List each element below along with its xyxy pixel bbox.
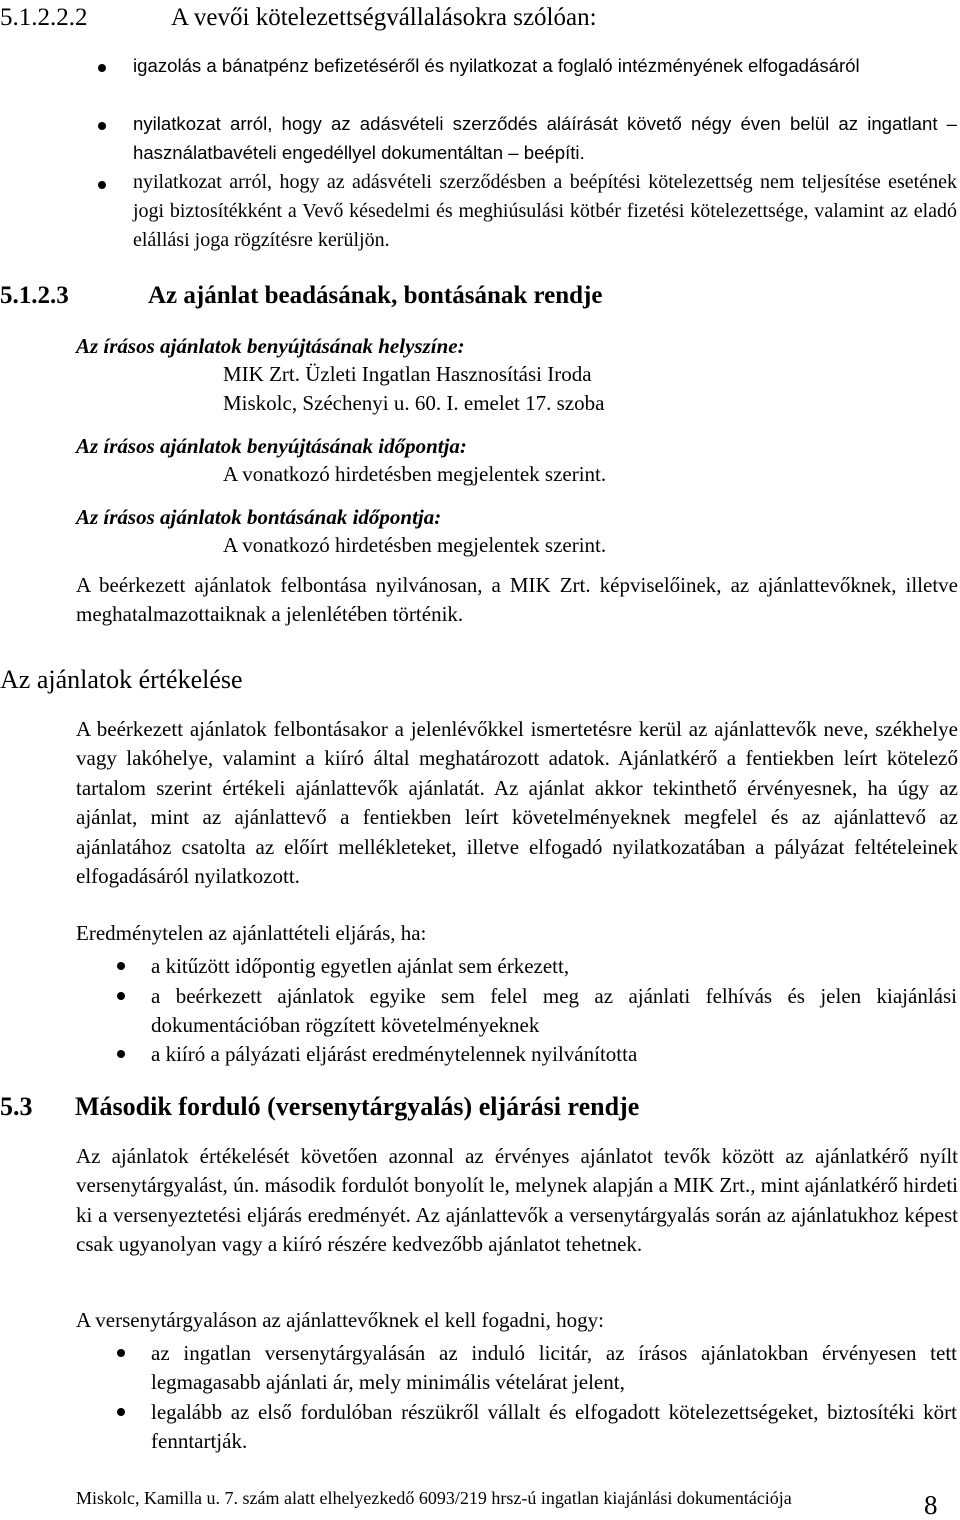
section-heading-5-3 xyxy=(0,1090,639,1124)
list-item: az ingatlan versenytárgyalásán az induló licitár, az írásos ajánlatokban érvényesen tett legmagasabb ajánlati ár, mely minimális vételárat jelent, xyxy=(151,1341,957,1395)
unsuccessful-intro: Eredménytelen az ajánlattételi eljárás, ha: xyxy=(76,921,427,945)
bullet-icon xyxy=(98,64,106,72)
submit-time-value: A vonatkozó hirdetésben megjelentek szerint. xyxy=(223,462,607,486)
place-label: Az írásos ajánlatok benyújtásának helyszíne: xyxy=(76,334,465,358)
section-number: 5.1.2.3 xyxy=(0,282,69,309)
list-item: nyilatkozat arról, hogy az adásvételi szerződésben a beépítési kötelezettség nem teljesítése esetének jogi biztosítékként a Vevő késedelmi és meghiúsulási kötbér fizetési kötelezettsége, valamint az eladó elállási joga rögzítésre kerüljön. xyxy=(133,171,957,251)
second-round-paragraph: Az ajánlatok értékelését követően azonnal az érvényes ajánlatot tevők között az ajánlatkérő nyílt versenytárgyalást, ún. második fordulót bonyolít le, melynek alapján a MIK Zrt., mint ajánlatkérő hirdeti ki a versenyeztetési eljárás eredményét. Az ajánlattevők a versenytárgyalás során az ajánlatukhoz képest csak ugyanolyan vagy a kiíró részére kedvezőbb ajánlatot tehetnek. xyxy=(76,1144,958,1257)
page-footer: Miskolc, Kamilla u. 7. szám alatt elhelyezkedő 6093/219 hrsz-ú ingatlan kiajánlási dokumentációja xyxy=(76,1488,792,1508)
section-number: 5.3 xyxy=(0,1092,33,1121)
page-number: 8 xyxy=(924,1490,938,1520)
submit-time-label: Az írásos ajánlatok benyújtásának időpontja: xyxy=(76,434,467,458)
bullet-icon xyxy=(98,122,106,130)
section-number: 5.1.2.2.2 xyxy=(0,4,88,31)
section-title: Az ajánlat beadásának, bontásának rendje xyxy=(148,282,603,309)
open-time-label: Az írásos ajánlatok bontásának időpontja: xyxy=(76,505,442,529)
section-title: Második forduló (versenytárgyalás) eljárási rendje xyxy=(75,1092,640,1121)
bullet-icon xyxy=(117,1408,125,1416)
evaluation-heading: Az ajánlatok értékelése xyxy=(0,665,243,694)
open-time-value: A vonatkozó hirdetésben megjelentek szerint. xyxy=(223,533,607,557)
section-heading-5-1-2-3 xyxy=(0,280,602,312)
public-opening-note: A beérkezett ajánlatok felbontása nyilvánosan, a MIK Zrt. képviselőinek, az ajánlattevőknek, illetve meghatalmazottaiknak a jelenlétében történik. xyxy=(76,573,958,627)
place-line-2: Miskolc, Széchenyi u. 60. I. emelet 17. szoba xyxy=(223,391,605,415)
section-heading-5-1-2-2-2 xyxy=(0,2,597,34)
bullet-icon xyxy=(117,1349,125,1357)
list-item: nyilatkozat arról, hogy az adásvételi szerződés aláírását követő négy éven belül az ingatlant – használatbavételi engedéllyel dokumentáltan – beépíti. xyxy=(133,113,957,163)
list-item: legalább az első fordulóban részükről vállalt és elfogadott kötelezettségeket, biztosítéki kört fenntartják. xyxy=(151,1400,957,1454)
place-line-1: MIK Zrt. Üzleti Ingatlan Hasznosítási Iroda xyxy=(223,362,592,386)
section-title: A vevői kötelezettségvállalásokra szólóan: xyxy=(171,4,597,31)
bullet-icon xyxy=(117,962,125,970)
second-round-intro: A versenytárgyaláson az ajánlattevőknek el kell fogadni, hogy: xyxy=(76,1308,604,1332)
bullet-icon xyxy=(98,181,106,189)
list-item: igazolás a bánatpénz befizetéséről és nyilatkozat a foglaló intézményének elfogadásáról xyxy=(133,55,860,76)
list-item: a kitűzött időpontig egyetlen ajánlat sem érkezett, xyxy=(151,954,570,978)
bullet-icon xyxy=(117,992,125,1000)
list-item: a kiíró a pályázati eljárást eredménytelennek nyilvánította xyxy=(151,1042,638,1066)
bullet-icon xyxy=(117,1050,125,1058)
evaluation-paragraph: A beérkezett ajánlatok felbontásakor a jelenlévőkkel ismertetésre kerül az ajánlattevők neve, székhelye vagy lakóhelye, valamint a kiíró által meghatározott adatok. Ajánlatkérő a fentiekben leírt kötelező tartalom szerint értékeli ajánlattevők ajánlatát. Az ajánlat akkor tekinthető érvényesnek, ha úgy az ajánlat, mint az ajánlattevő a fentiekben leírt követelményeknek megfelel és az ajánlattevő az ajánlatához csatolta az előírt mellékleteket, illetve elfogadó nyilatkozatában a pályázat feltételeinek elfogadásáról nyilatkozott. xyxy=(76,717,958,889)
list-item: a beérkezett ajánlatok egyike sem felel meg az ajánlati felhívás és jelen kiajánlási dokumentációban rögzített követelményeknek xyxy=(151,984,957,1038)
